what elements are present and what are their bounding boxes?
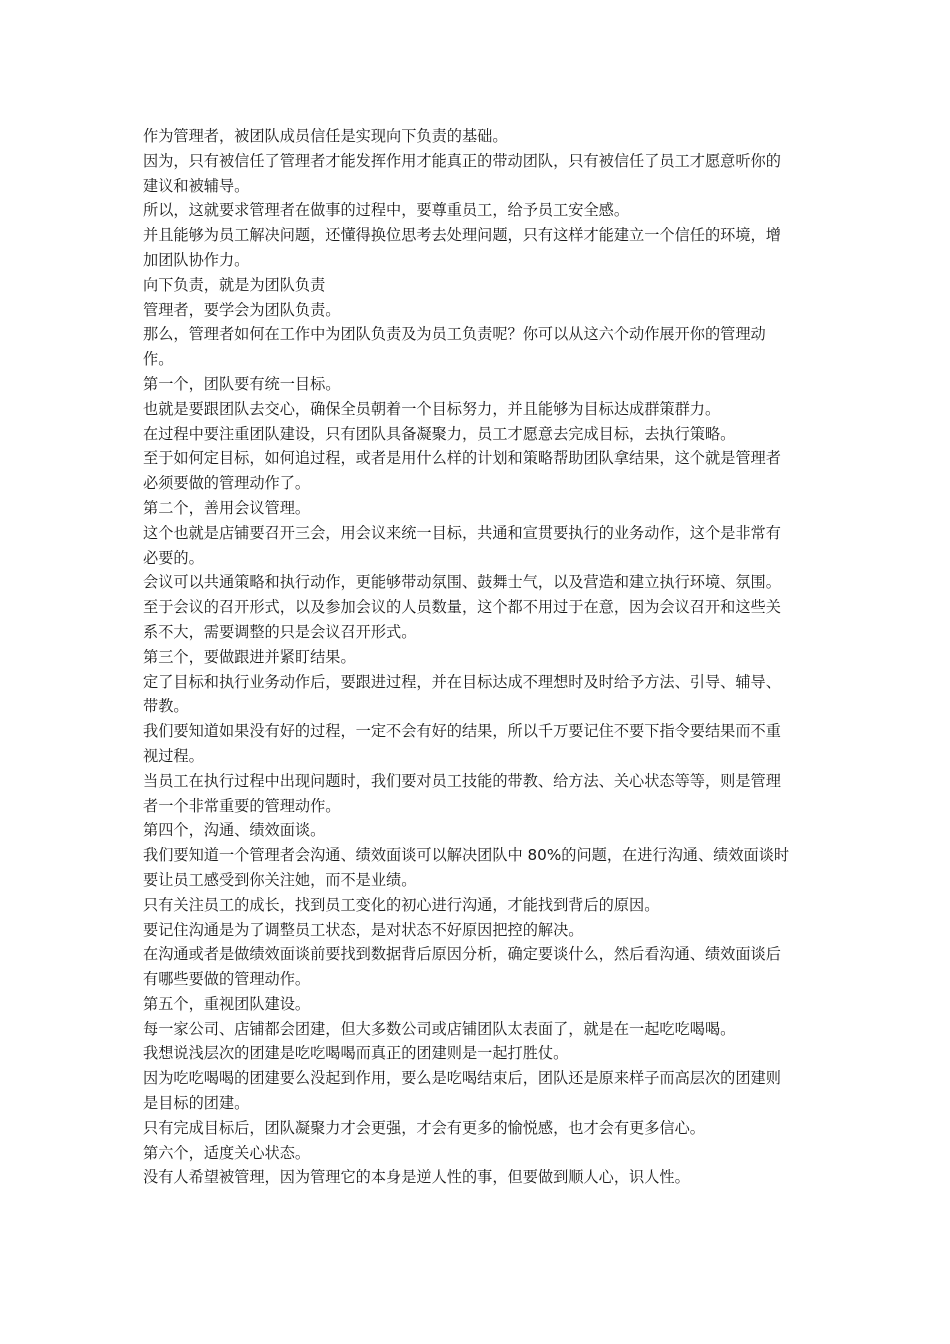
paragraph: 没有人希望被管理，因为管理它的本身是逆人性的事，但要做到顺人心，识人性。 [143,1168,690,1187]
paragraph: 那么，管理者如何在工作中为团队负责及为员工负责呢？你可以从这六个动作展开你的管理动作。 [143,325,766,369]
paragraph: 也就是要跟团队去交心，确保全员朝着一个目标努力，并且能够为目标达成群策群力。 [143,399,721,418]
section-heading: 第一个，团队要有统一目标。 [143,374,341,393]
paragraph: 因为吃吃喝喝的团建要么没起到作用，要么是吃喝结束后，团队还是原来样子而高层次的团建则是目标的团建。 [143,1069,781,1113]
paragraph: 要记住沟通是为了调整员工状态，是对状态不好原因把控的解决。 [143,920,584,939]
paragraph: 每一家公司、店铺都会团建，但大多数公司或店铺团队太表面了，就是在一起吃吃喝喝。 [143,1019,736,1038]
paragraph: 只有完成目标后，团队凝聚力才会更强，才会有更多的愉悦感，也才会有更多信心。 [143,1118,705,1137]
section-heading: 向下负责，就是为团队负责 [143,275,326,294]
paragraph: 我们要知道一个管理者会沟通、绩效面谈可以解决团队中 80%的问题，在进行沟通、绩效面谈时要让员工感受到你关注她，而不是业绩。 [143,846,790,889]
paragraph: 因为，只有被信任了管理者才能发挥作用才能真正的带动团队，只有被信任了员工才愿意听你的建议和被辅导。 [143,151,781,195]
paragraph: 在过程中要注重团队建设，只有团队具备凝聚力，员工才愿意去完成目标，去执行策略。 [143,424,736,443]
paragraph: 在沟通或者是做绩效面谈前要找到数据背后原因分析，确定要谈什么，然后看沟通、绩效面谈后有哪些要做的管理动作。 [143,945,781,989]
paragraph: 我们要知道如果没有好的过程，一定不会有好的结果，所以千万要记住不要下指令要结果而不重视过程。 [143,722,781,765]
section-heading: 第五个，重视团队建设。 [143,994,311,1013]
paragraph: 并且能够为员工解决问题，还懂得换位思考去处理问题，只有这样才能建立一个信任的环境，增加团队协作力。 [143,226,781,269]
paragraph: 作为管理者，被团队成员信任是实现向下负责的基础。 [143,127,508,145]
paragraph: 至于会议的召开形式，以及参加会议的人员数量，这个都不用过于在意，因为会议召开和这些关系不大，需要调整的只是会议召开形式。 [143,598,781,641]
paragraph: 会议可以共通策略和执行动作，更能够带动氛围、鼓舞士气，以及营造和建立执行环境、氛围。 [143,573,781,592]
section-heading: 第二个，善用会议管理。 [143,498,311,517]
paragraph: 只有关注员工的成长，找到员工变化的初心进行沟通，才能找到背后的原因。 [143,895,660,914]
paragraph: 定了目标和执行业务动作后，要跟进过程，并在目标达成不理想时及时给予方法、引导、辅导、带教。 [143,672,781,716]
paragraph: 至于如何定目标，如何追过程，或者是用什么样的计划和策略帮助团队拿结果，这个就是管理者必须要做的管理动作了。 [143,449,781,493]
document-page [143,124,793,1190]
paragraph: 这个也就是店铺要召开三会，用会议来统一目标，共通和宣贯要执行的业务动作，这个是非常有必要的。 [143,523,781,567]
section-heading: 第六个，适度关心状态。 [143,1143,311,1162]
paragraph: 管理者，要学会为团队负责。 [143,300,341,319]
paragraph: 我想说浅层次的团建是吃吃喝喝而真正的团建则是一起打胜仗。 [143,1044,569,1063]
section-heading: 第三个，要做跟进并紧盯结果。 [143,647,356,666]
section-heading: 第四个，沟通、绩效面谈。 [143,821,326,840]
paragraph: 所以，这就要求管理者在做事的过程中，要尊重员工，给予员工安全感。 [143,201,629,220]
paragraph: 当员工在执行过程中出现问题时，我们要对员工技能的带教、给方法、关心状态等等，则是管理者一个非常重要的管理动作。 [143,771,781,815]
